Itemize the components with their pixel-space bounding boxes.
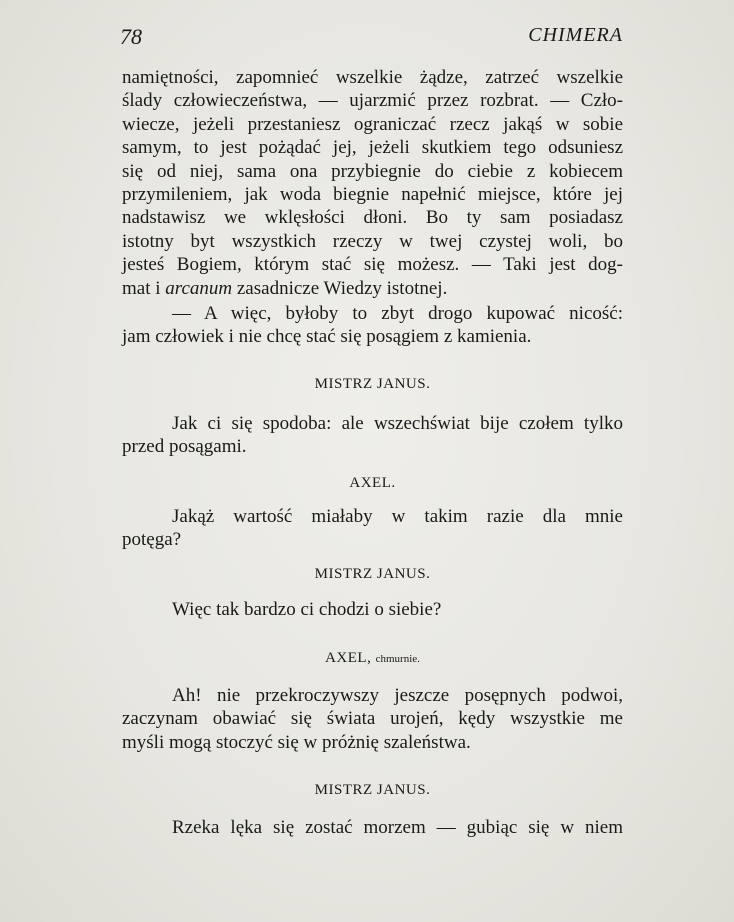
- running-title: CHIMERA: [528, 24, 623, 46]
- text-line: Ah! nie przekroczywszy jeszcze posępnych podwoi,: [172, 685, 623, 706]
- text-line: [122, 277, 623, 300]
- text-line: ślady człowieczeństwa, — ujarzmić przez rozbrat. — Czło-: [122, 90, 623, 112]
- speaker-name: AXEL.: [349, 475, 396, 491]
- text-line: Więc tak bardzo ci chodzi o siebie?: [172, 599, 442, 620]
- page-header: [120, 24, 623, 54]
- speaker-name: MISTRZ JANUS.: [314, 376, 431, 392]
- text-line: przed posągami.: [122, 436, 247, 458]
- stage-direction: chmurnie.: [375, 653, 420, 665]
- speaker-name: [122, 650, 623, 667]
- text-line: Jak ci się spodoba: ale wszechświat bije czołem tylko: [172, 413, 623, 434]
- reply-paragraph: [122, 302, 623, 349]
- text-line: zaczynam obawiać się świata urojeń, kędy wszystkie me: [122, 708, 623, 730]
- text-line: samym, to jest pożądać jej, jeżeli skutkiem tego odsuniesz: [122, 137, 623, 159]
- text-fragment: zasadnicze Wiedzy istotnej.: [232, 277, 448, 299]
- text-line: jesteś Bogiem, którym stać się możesz. — Taki jest dog-: [122, 254, 623, 276]
- text-line: namiętności, zapomnieć wszelkie żądze, zatrzeć wszelkie: [122, 67, 623, 88]
- text-line: przymileniem, jak woda biegnie napełnić miejsce, które jej: [122, 184, 623, 206]
- speaker-name: MISTRZ JANUS.: [314, 566, 431, 582]
- text-line: Jakąż wartość miałaby w takim razie dla mnie: [172, 506, 623, 527]
- text-line: się od niej, sama ona przybiegnie do ciebie z kobiecem: [122, 160, 623, 182]
- speaker-name: MISTRZ JANUS.: [314, 782, 431, 798]
- text-line: potęga?: [122, 529, 182, 551]
- text-line: nadstawisz we wklęsłości dłoni. Bo ty sam posiadasz: [122, 207, 623, 229]
- opening-paragraph: [122, 66, 623, 300]
- text-line: Rzeka lęka się zostać morzem — gubiąc się w niem: [172, 817, 623, 838]
- speech: [122, 684, 623, 754]
- text-line: — A więc, byłoby to zbyt drogo kupować nicość:: [172, 303, 623, 324]
- text-line: wiecze, jeżeli przestaniesz ograniczać rzecz jakąś w sobie: [122, 113, 623, 135]
- italic-term: arcanum: [165, 277, 233, 299]
- text-line: jam człowiek i nie chcę stać się posągiem z kamienia.: [122, 326, 532, 348]
- page-number: 78: [120, 24, 142, 49]
- text-fragment: mat i: [122, 277, 166, 299]
- text-line: istotny byt wszystkich rzeczy w twej czystej woli, bo: [122, 230, 623, 252]
- speech: [122, 598, 623, 621]
- speech: [122, 816, 623, 839]
- speech: [122, 505, 623, 552]
- text-line: myśli mogą stoczyć się w próżnię szaleństwa.: [122, 731, 471, 753]
- speech: [122, 412, 623, 459]
- speaker-label: AXEL,: [325, 650, 372, 666]
